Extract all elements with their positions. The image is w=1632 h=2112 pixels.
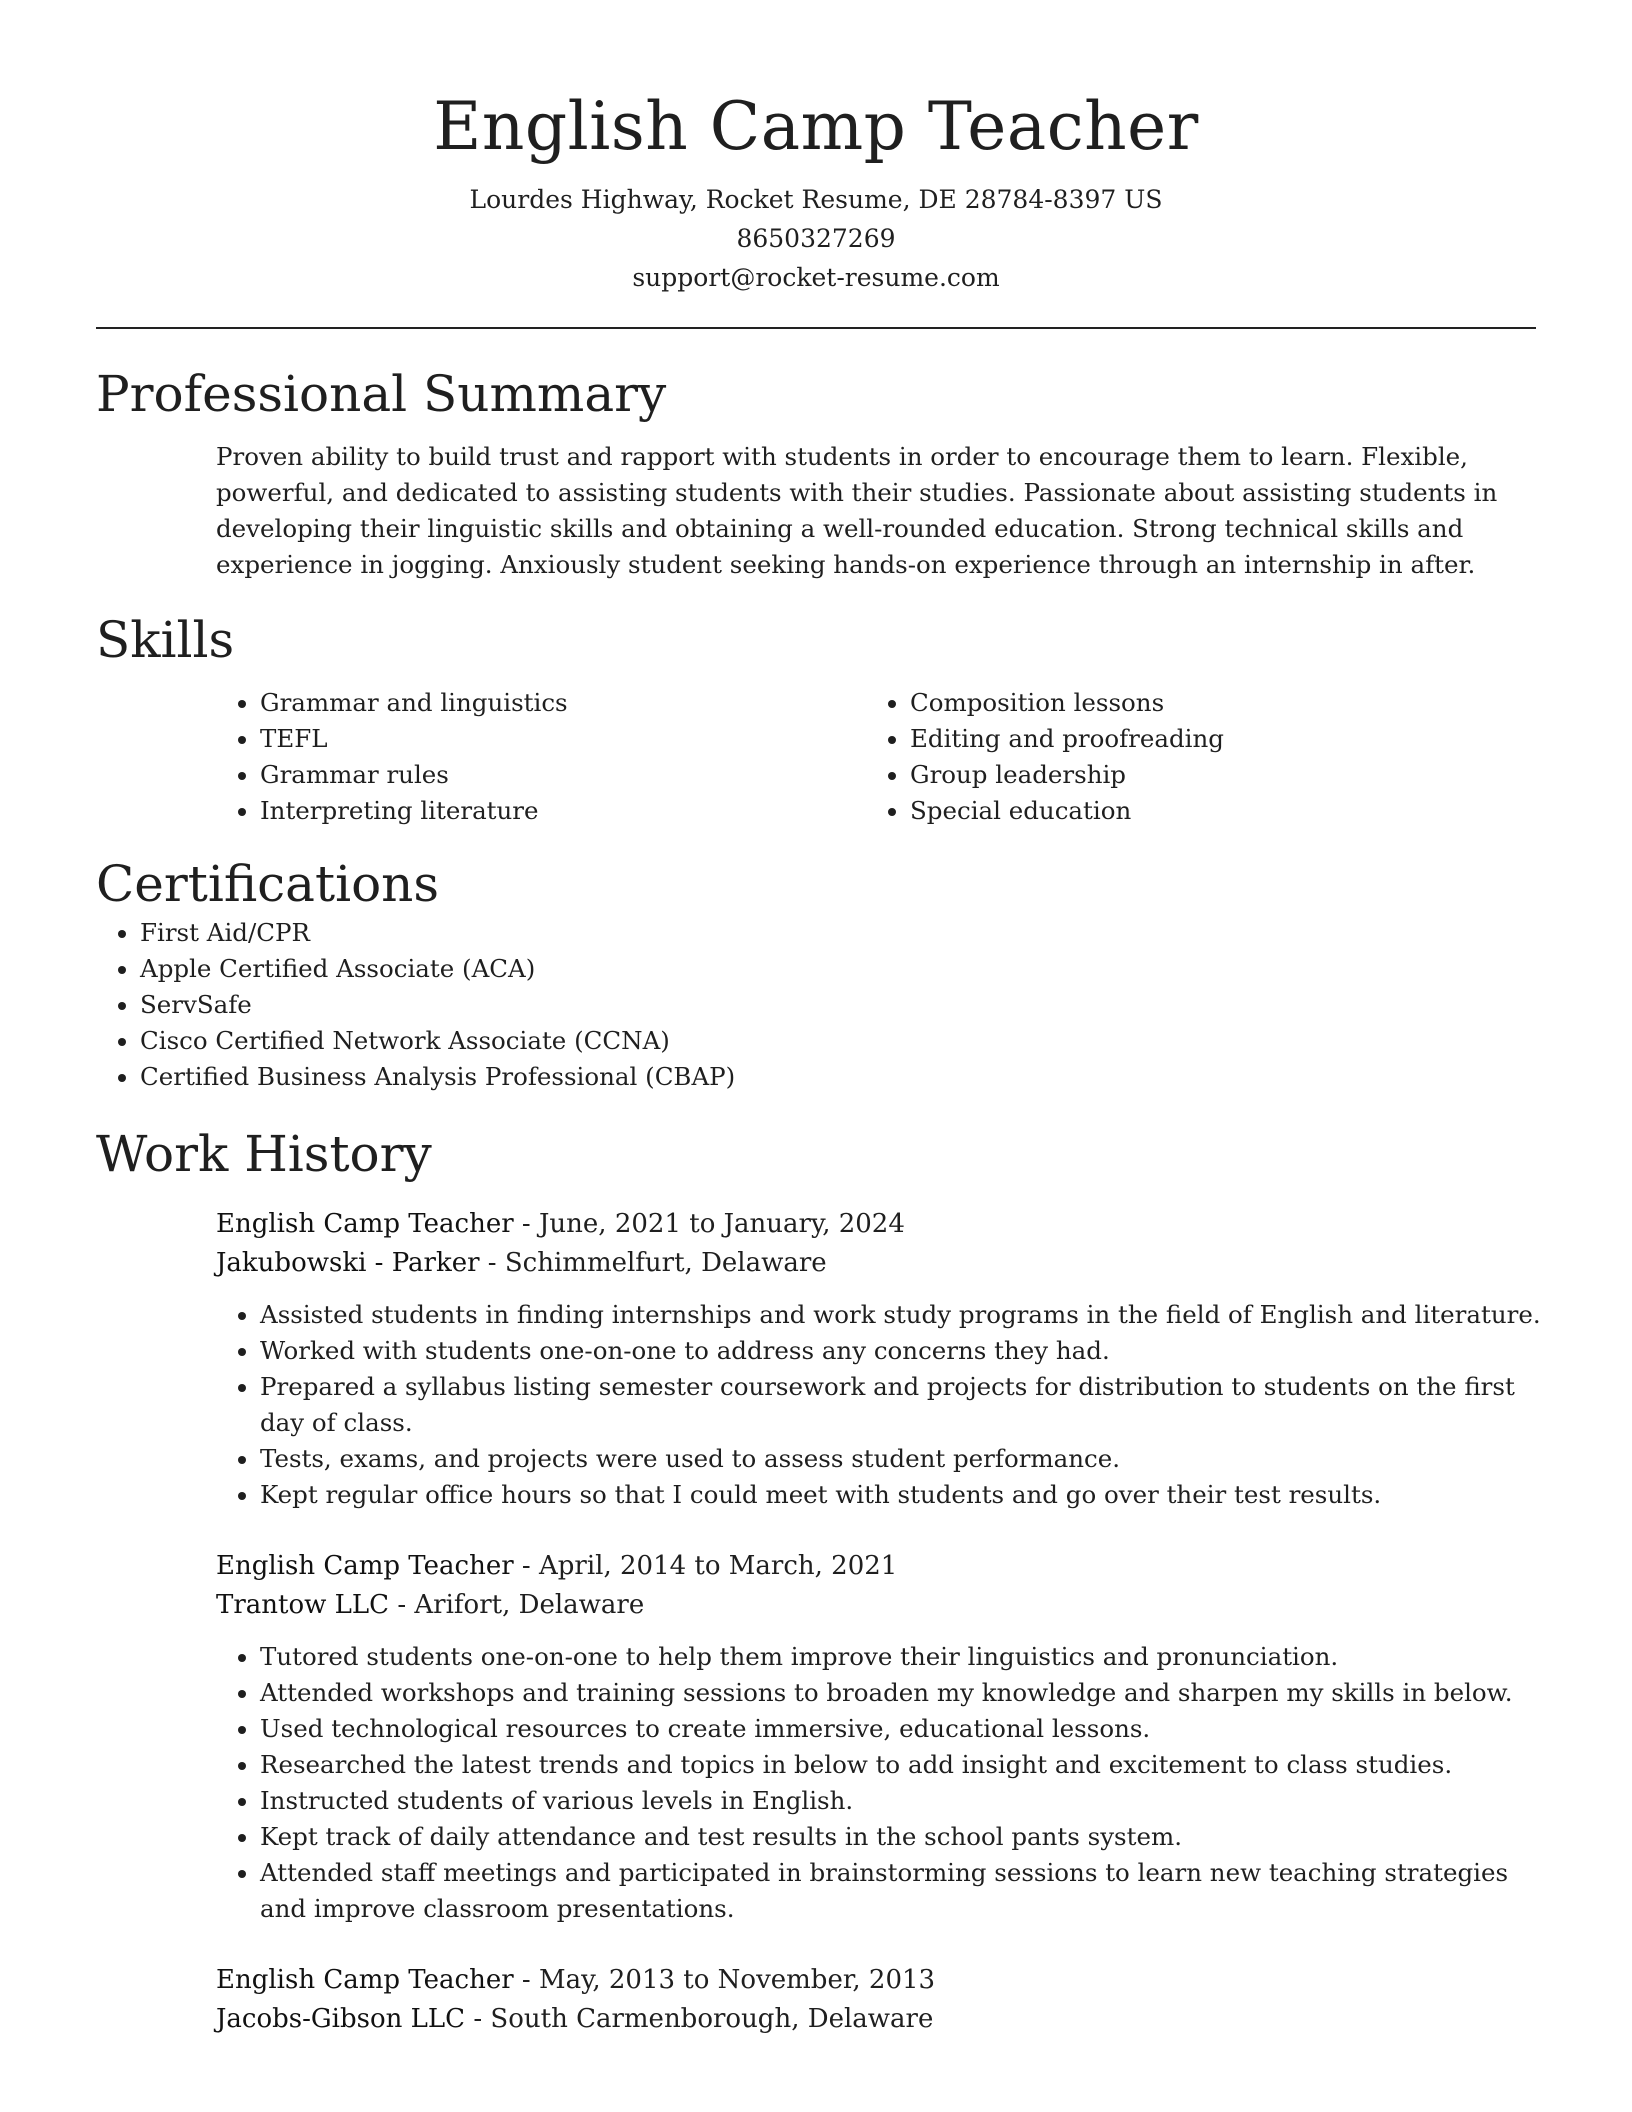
job-bullet: • Kept track of daily attendance and test results in the school pants system. xyxy=(260,1819,1550,1855)
job-bullet: • Attended workshops and training sessions to broaden my knowledge and sharpen my skills in below. xyxy=(260,1675,1550,1711)
job-bullet: • Assisted students in finding internships and work study programs in the field of English and literature. xyxy=(260,1297,1550,1333)
certifications-heading: Certifications xyxy=(96,855,440,913)
job-title: English Camp Teacher xyxy=(216,1965,514,1995)
certification-item: • Apple Certified Associate (ACA) xyxy=(140,951,1536,987)
skills-column-left xyxy=(216,685,866,829)
job-company-line: Jacobs-Gibson LLC - South Carmenborough, Delaware xyxy=(216,2004,934,2034)
job-company-line: Jakubowski - Parker - Schimmelfurt, Delaware xyxy=(216,1248,827,1278)
certification-item: • Cisco Certified Network Associate (CCNA) xyxy=(140,1023,1536,1059)
job-bullet: • Used technological resources to create immersive, educational lessons. xyxy=(260,1711,1550,1747)
job-title: English Camp Teacher xyxy=(216,1551,514,1581)
header-divider xyxy=(96,327,1536,329)
job-company: Trantow LLC xyxy=(216,1590,390,1620)
certification-item: • ServSafe xyxy=(140,987,1536,1023)
work-history-heading: Work History xyxy=(96,1125,432,1183)
job-bullet: • Researched the latest trends and topics in below to add insight and excitement to class studies. xyxy=(260,1747,1550,1783)
job-entry xyxy=(216,1547,1536,1927)
job-dates: June, 2021 to January, 2024 xyxy=(538,1209,905,1239)
job-entry xyxy=(216,1205,1541,1513)
skills-section xyxy=(96,609,1536,829)
skill-item: • Editing and proofreading xyxy=(910,721,1516,757)
job-dates: May, 2013 to November, 2013 xyxy=(538,1965,936,1995)
skill-item: • Grammar and linguistics xyxy=(260,685,866,721)
job-title-line: English Camp Teacher - May, 2013 to November, 2013 xyxy=(216,1965,936,1995)
job-location: Arifort, Delaware xyxy=(414,1590,645,1620)
phone-number: 8650327269 xyxy=(736,224,896,253)
skill-item: • TEFL xyxy=(260,721,866,757)
job-bullet: • Attended staff meetings and participated in brainstorming sessions to learn new teaching strategies and improve classroom presentations. xyxy=(260,1855,1550,1927)
skill-item: • Special education xyxy=(910,793,1516,829)
job-bullet: • Prepared a syllabus listing semester coursework and projects for distribution to students on the first day of class. xyxy=(260,1369,1550,1441)
skill-item: • Grammar rules xyxy=(260,757,866,793)
resume-page xyxy=(96,0,1541,2039)
skill-item: • Interpreting literature xyxy=(260,793,866,829)
email-address: support@rocket-resume.com xyxy=(632,263,1000,292)
job-title-line: English Camp Teacher - April, 2014 to March, 2021 xyxy=(216,1551,898,1581)
certifications-list xyxy=(96,915,1536,1095)
job-company-line: Trantow LLC - Arifort, Delaware xyxy=(216,1590,645,1620)
job-bullet: • Instructed students of various levels in English. xyxy=(260,1783,1550,1819)
job-company: Jakubowski - Parker xyxy=(216,1248,480,1278)
summary-heading: Professional Summary xyxy=(96,365,667,423)
certification-item: • First Aid/CPR xyxy=(140,915,1536,951)
certification-item: • Certified Business Analysis Professional (CBAP) xyxy=(140,1059,1536,1095)
job-location: South Carmenborough, Delaware xyxy=(490,2004,934,2034)
job-location: Schimmelfurt, Delaware xyxy=(504,1248,827,1278)
certifications-section xyxy=(96,853,1536,1095)
job-bullet: • Tests, exams, and projects were used to assess student performance. xyxy=(260,1441,1550,1477)
job-bullets xyxy=(216,1297,1550,1513)
skills-column-right xyxy=(866,685,1516,829)
job-bullet: • Tutored students one-on-one to help them improve their linguistics and pronunciation. xyxy=(260,1639,1550,1675)
job-bullet: • Kept regular office hours so that I could meet with students and go over their test results. xyxy=(260,1477,1550,1513)
address: Lourdes Highway, Rocket Resume, DE 28784-8397 US xyxy=(469,185,1163,214)
candidate-name: English Camp Teacher xyxy=(433,88,1199,165)
job-entry xyxy=(216,1961,1536,2039)
job-bullets xyxy=(216,1639,1550,1927)
job-bullet: • Worked with students one-on-one to address any concerns they had. xyxy=(260,1333,1550,1369)
skill-item: • Composition lessons xyxy=(910,685,1516,721)
summary-text: Proven ability to build trust and rapport with students in order to encourage them to learn. Flexible, powerful, and dedicated to assisting students with their studies. Passionate about assisting students in developing their linguistic skills and obtaining a well-rounded education. Strong technical skills and experience in jogging. Anxiously student seeking hands-on experience through an internship in after. xyxy=(216,442,1498,579)
resume-header xyxy=(96,0,1536,297)
skills-grid xyxy=(216,685,1536,829)
summary-section xyxy=(96,363,1536,583)
job-title-line: English Camp Teacher - June, 2021 to January, 2024 xyxy=(216,1209,905,1239)
work-history-section xyxy=(96,1123,1541,2039)
job-company: Jacobs-Gibson LLC xyxy=(216,2004,466,2034)
skill-item: • Group leadership xyxy=(910,757,1516,793)
skills-heading: Skills xyxy=(96,611,235,669)
job-title: English Camp Teacher xyxy=(216,1209,514,1239)
job-dates: April, 2014 to March, 2021 xyxy=(538,1551,898,1581)
contact-info xyxy=(96,180,1536,297)
